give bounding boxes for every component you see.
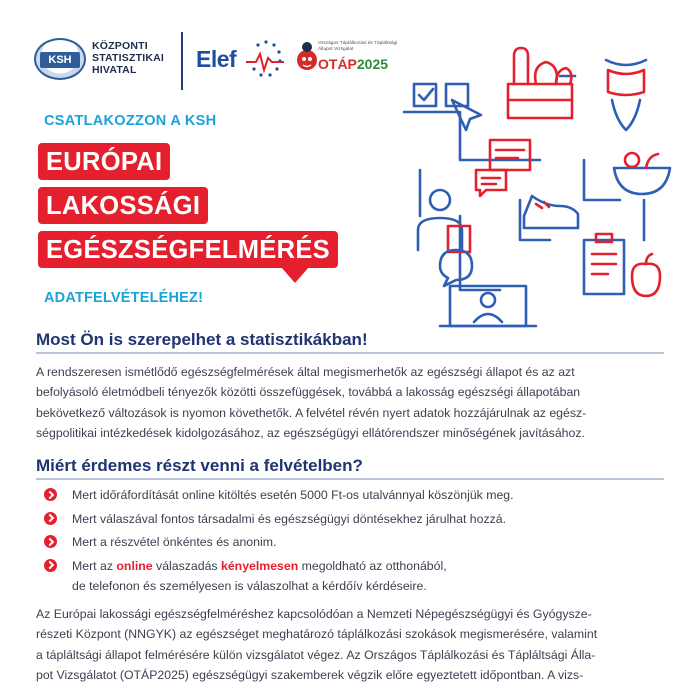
paragraph-line: részeti Központ (NNGYK) az egészséget meghatározó táplálkozási szokások megismerésére, valamint [36,627,598,642]
logo-bar [34,36,414,88]
sneaker-icon [524,196,578,228]
otap-mascot-icon [296,40,318,74]
otap-year: 2025 [356,56,389,72]
headline-box-2: LAKOSSÁGI [38,187,208,224]
chevron-bullet-icon [44,535,57,548]
form-icon [490,140,530,170]
elef-logo-text: Elef [196,46,237,72]
reason-text-part: megoldható az otthonából, [298,558,447,573]
reason-text: Mert a részvétel önkéntes és anonim. [72,535,277,550]
chevron-bullet-icon [44,512,57,525]
reason-text: Mert válaszával fontos társadalmi és egészségügyi döntésekhez járulhat hozzá. [72,511,507,526]
otap-name: OTÁP [318,56,357,72]
otap-full-name: Országos Táplálkozási és Tápláltsági Állapot Vizsgálat [318,41,398,52]
headline-adat: ADATFELVÉTELÉHEZ! [44,290,204,306]
list-item [72,509,672,530]
section-divider [36,352,664,354]
list-item [72,485,672,506]
video-call-laptop-icon [440,250,536,326]
otap-paragraph [36,604,676,686]
ksh-name-line: STATISZTIKAI [92,52,165,64]
reason-text-part: Mert az [72,558,117,573]
reason-text: Mert időráfordítását online kitöltés esetén 5000 Ft-os utalvánnyal köszönjük meg. [72,488,514,502]
speech-bubble-tail [281,267,309,283]
chevron-bullet-icon [44,559,57,572]
eu-stars-heartbeat-icon [246,38,286,82]
headline-box-3: EGÉSZSÉGFELMÉRÉS [38,231,338,268]
reasons-list [72,485,672,600]
reason-text-line2: de telefonon és személyesen is válaszolhat a kérdőív kérdéseire. [72,579,427,594]
paragraph-line: a tápláltsági állapot felmérésére külön vizsgálatot végez. Az Országos Táplálkozási és Tápláltsági Álla- [36,647,596,662]
chevron-bullet-icon [44,488,57,501]
cursor-icon [452,100,481,130]
salad-bowl-icon [614,153,670,194]
ksh-name-line: HIVATAL [92,64,137,76]
paragraph-line: bekövetkező változások is nyomon követhetők. A felvétel révén nyert adatok hozzájárulnak az egész- [36,405,587,420]
logo-divider [181,32,183,90]
ksh-badge-text: KSH [40,52,80,68]
paragraph-line: pot Vizsgálatot (OTÁP2025) egészségügyi szakemberek végzik előre egyeztetett időpontban. A vizs- [36,668,584,683]
otap-logo-text [318,56,388,72]
paragraph-line: befolyásoló életmódbeli tényezők közötti összefüggések, továbbá a lakosság egészségi állapotában [36,385,581,400]
intro-paragraph [36,362,676,444]
ksh-name-line: KÖZPONTI [92,40,148,52]
reason-text-part: válaszadás [152,558,221,573]
waist-measure-icon [606,60,646,130]
clipboard-icon [584,234,624,294]
health-survey-illustration [400,40,680,330]
headline-box-1: EURÓPAI [38,143,170,180]
paragraph-line: ségpolitikai intézkedések kidolgozásához, az egészségügyi ellátórendszer minőségének javításához. [36,426,585,441]
grocery-crate-icon [508,48,572,118]
section-heading-why-participate: Miért érdemes részt venni a felvételben? [36,456,363,475]
section-heading-statistics: Most Ön is szerepelhet a statisztikákban! [36,330,368,349]
person-questionnaire-icon [418,170,506,252]
list-item [72,556,672,597]
headline-join: CSATLAKOZZON A KSH [44,113,217,129]
ksh-logo-icon [34,38,86,80]
paragraph-line: Az Európai lakossági egészségfelméréshez kapcsolódóan a Nemzeti Népegészségügyi és Gyógysze- [36,607,592,621]
section-divider [36,478,664,480]
ksh-name [92,40,164,76]
highlight-kenyelmesen: kényelmesen [221,558,299,573]
apple-icon [632,254,660,296]
list-item [72,532,672,553]
highlight-online: online [116,558,153,573]
paragraph-line: A rendszeresen ismétlődő egészségfelmérések által megismerhetők az egészségi állapot és az azt [36,365,575,379]
